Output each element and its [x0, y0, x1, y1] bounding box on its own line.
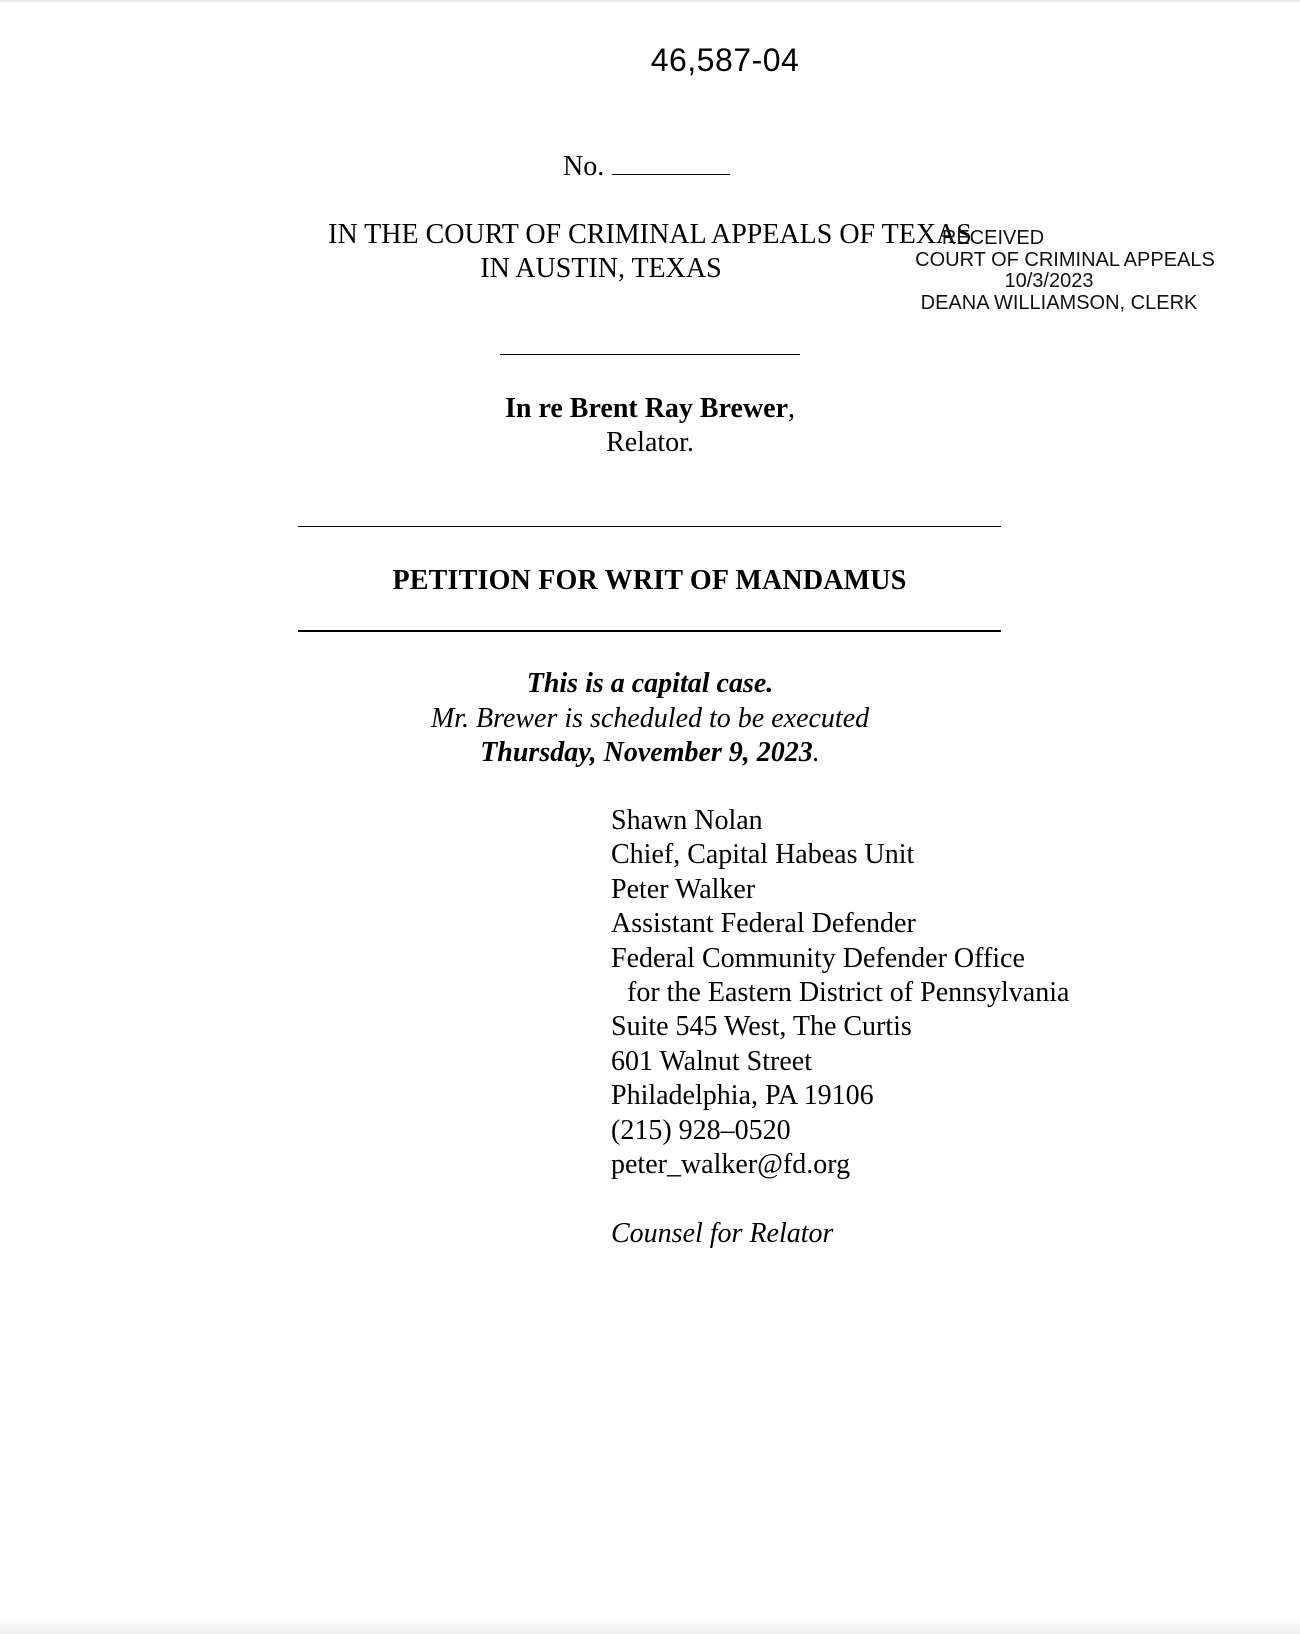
- counsel-line: Chief, Capital Habeas Unit: [611, 839, 915, 871]
- capital-case-notice: [340, 667, 960, 771]
- counsel-email: peter_walker@fd.org: [611, 1148, 851, 1180]
- counsel-line: Peter Walker: [611, 873, 756, 905]
- case-number-blank: [612, 150, 730, 175]
- execution-date-period: .: [812, 737, 820, 768]
- counsel-line: Philadelphia, PA 19106: [611, 1080, 874, 1112]
- page-bottom-edge: [0, 1620, 1300, 1634]
- case-number-label: No.: [563, 151, 605, 182]
- received-stamp: [900, 228, 1230, 314]
- title-rule-bottom: [298, 630, 1001, 632]
- case-caption: [340, 392, 960, 460]
- counsel-block: [611, 804, 1069, 1251]
- counsel-line: (215) 928–0520: [611, 1114, 791, 1146]
- counsel-line: for the Eastern District of Pennsylvania: [627, 976, 1070, 1008]
- caption-in-re: In re Brent Ray Brewer: [504, 393, 789, 424]
- received-clerk: DEANA WILLIAMSON, CLERK: [920, 291, 1198, 314]
- page-top-edge: [0, 0, 1300, 4]
- counsel-line: Shawn Nolan: [611, 805, 763, 836]
- counsel-line: 601 Walnut Street: [611, 1045, 812, 1077]
- caption-party: Relator.: [606, 427, 694, 458]
- counsel-spacer: [611, 1182, 1069, 1216]
- caption-comma: ,: [788, 393, 796, 424]
- counsel-line: Suite 545 West, The Curtis: [611, 1011, 912, 1043]
- execution-date: Thursday, November 9, 2023: [480, 737, 813, 768]
- capital-notice-line2: Mr. Brewer is scheduled to be executed: [430, 702, 870, 734]
- court-name: IN THE COURT OF CRIMINAL APPEALS OF TEXAS: [328, 219, 972, 250]
- received-date: 10/3/2023: [1004, 270, 1094, 292]
- received-court: COURT OF CRIMINAL APPEALS: [915, 248, 1215, 271]
- received-label: RECEIVED: [941, 227, 1045, 249]
- court-location: IN AUSTIN, TEXAS: [480, 253, 722, 284]
- capital-notice-line1: This is a capital case.: [526, 668, 774, 699]
- petition-title: PETITION FOR WRIT OF MANDAMUS: [392, 565, 907, 596]
- title-rule-top: [298, 526, 1001, 527]
- counsel-line: Assistant Federal Defender: [611, 908, 916, 940]
- caption-divider: [500, 354, 800, 355]
- case-number-line: [563, 150, 730, 183]
- counsel-role: Counsel for Relator: [611, 1217, 834, 1249]
- filing-stamp-number: 46,587-04: [650, 42, 800, 78]
- counsel-line: Federal Community Defender Office: [611, 942, 1025, 974]
